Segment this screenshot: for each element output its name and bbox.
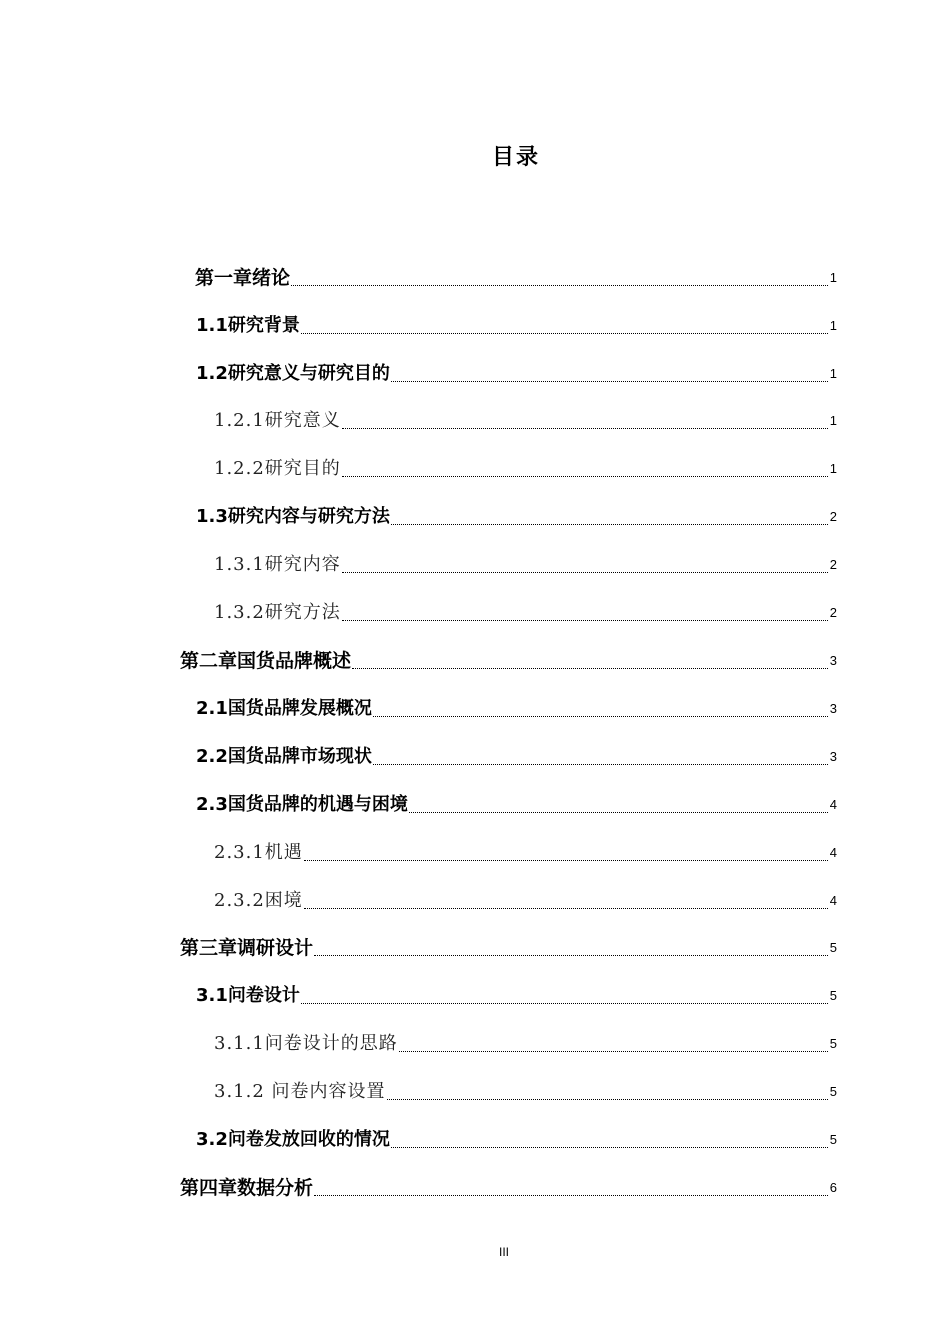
toc-dot-leader — [391, 523, 828, 525]
toc-page-number: 4 — [829, 893, 837, 908]
page-number-footer: III — [498, 1245, 509, 1259]
toc-entry-label: 2.2国货品牌市场现状 — [196, 746, 372, 767]
toc-entry-chapter-4[interactable] — [180, 1172, 837, 1202]
toc-page-number: 1 — [829, 366, 837, 381]
toc-entry-subsection-1-3-1[interactable] — [214, 549, 837, 579]
toc-dot-leader — [409, 811, 828, 813]
toc-entry-label: 1.1研究背景 — [196, 315, 300, 336]
toc-dot-leader — [291, 284, 828, 286]
toc-dot-leader — [304, 859, 828, 861]
toc-entry-section-1-2[interactable] — [196, 358, 837, 388]
toc-entry-label: 2.3.1机遇 — [214, 842, 303, 863]
toc-entry-subsection-2-3-1[interactable] — [214, 837, 837, 867]
toc-dot-leader — [399, 1050, 828, 1052]
toc-entry-chapter-1[interactable] — [195, 262, 837, 292]
toc-entry-label: 1.3.2研究方法 — [214, 602, 341, 623]
toc-page-number: 3 — [829, 749, 837, 764]
toc-dot-leader — [301, 332, 828, 334]
toc-page-number: 3 — [829, 701, 837, 716]
toc-entry-section-1-3[interactable] — [196, 501, 837, 531]
toc-page-number: 3 — [829, 653, 837, 668]
toc-page-number: 5 — [829, 1084, 837, 1099]
toc-dot-leader — [391, 380, 828, 382]
toc-dot-leader — [373, 763, 828, 765]
toc-entry-subsection-1-2-2[interactable] — [214, 453, 837, 483]
toc-entry-section-2-1[interactable] — [196, 693, 837, 723]
toc-page-number: 5 — [829, 988, 837, 1003]
toc-entry-label: 第四章数据分析 — [180, 1177, 314, 1199]
toc-entry-subsection-2-3-2[interactable] — [214, 885, 837, 915]
toc-entry-section-2-3[interactable] — [196, 789, 837, 819]
toc-dot-leader — [391, 1146, 828, 1148]
toc-entry-label: 1.2.2研究目的 — [214, 458, 341, 479]
toc-page-number: 2 — [829, 509, 837, 524]
toc-page-number: 1 — [829, 461, 837, 476]
toc-dot-leader — [373, 715, 828, 717]
toc-page-number: 4 — [829, 797, 837, 812]
toc-page-number: 1 — [829, 270, 837, 285]
toc-page-number: 1 — [829, 413, 837, 428]
toc-dot-leader — [314, 954, 828, 956]
toc-page-number: 1 — [829, 318, 837, 333]
toc-entry-label: 第一章绪论 — [195, 267, 291, 289]
toc-entry-subsection-3-1-2[interactable] — [214, 1076, 837, 1106]
toc-page-number: 5 — [829, 1036, 837, 1051]
toc-entry-label: 3.1.2 问卷内容设置 — [214, 1081, 386, 1102]
toc-entry-section-3-1[interactable] — [196, 980, 837, 1010]
toc-dot-leader — [342, 571, 828, 573]
toc-entry-section-2-2[interactable] — [196, 741, 837, 771]
toc-entry-label: 3.2问卷发放回收的情况 — [196, 1129, 390, 1150]
toc-entry-label: 2.3.2困境 — [214, 890, 303, 911]
toc-title: 目录 — [491, 145, 540, 170]
toc-entry-label: 1.3.1研究内容 — [214, 554, 341, 575]
toc-dot-leader — [342, 427, 828, 429]
toc-entry-label: 第三章调研设计 — [180, 937, 314, 959]
toc-entry-section-1-1[interactable] — [196, 310, 837, 340]
toc-page-number: 6 — [829, 1180, 837, 1195]
toc-dot-leader — [314, 1194, 828, 1196]
toc-entry-label: 2.3国货品牌的机遇与困境 — [196, 794, 408, 815]
toc-dot-leader — [387, 1098, 828, 1100]
toc-entry-label: 3.1.1问卷设计的思路 — [214, 1033, 398, 1054]
toc-page-number: 5 — [829, 940, 837, 955]
toc-dot-leader — [342, 619, 828, 621]
toc-entry-chapter-2[interactable] — [180, 645, 837, 675]
toc-entry-subsection-1-2-1[interactable] — [214, 405, 837, 435]
toc-page-number: 5 — [829, 1132, 837, 1147]
toc-page-number: 2 — [829, 605, 837, 620]
toc-entry-subsection-3-1-1[interactable] — [214, 1028, 837, 1058]
toc-entry-chapter-3[interactable] — [180, 932, 837, 962]
toc-dot-leader — [304, 907, 828, 909]
toc-dot-leader — [301, 1002, 828, 1004]
toc-dot-leader — [352, 667, 828, 669]
toc-entry-subsection-1-3-2[interactable] — [214, 597, 837, 627]
toc-entry-label: 1.2.1研究意义 — [214, 410, 341, 431]
toc-page-number: 4 — [829, 845, 837, 860]
toc-entry-label: 1.3研究内容与研究方法 — [196, 506, 390, 527]
toc-dot-leader — [342, 475, 828, 477]
toc-entry-label: 1.2研究意义与研究目的 — [196, 363, 390, 384]
toc-page-number: 2 — [829, 557, 837, 572]
toc-entry-label: 3.1问卷设计 — [196, 985, 300, 1006]
toc-entry-label: 2.1国货品牌发展概况 — [196, 698, 372, 719]
toc-entry-section-3-2[interactable] — [196, 1124, 837, 1154]
toc-entry-label: 第二章国货品牌概述 — [180, 650, 352, 672]
